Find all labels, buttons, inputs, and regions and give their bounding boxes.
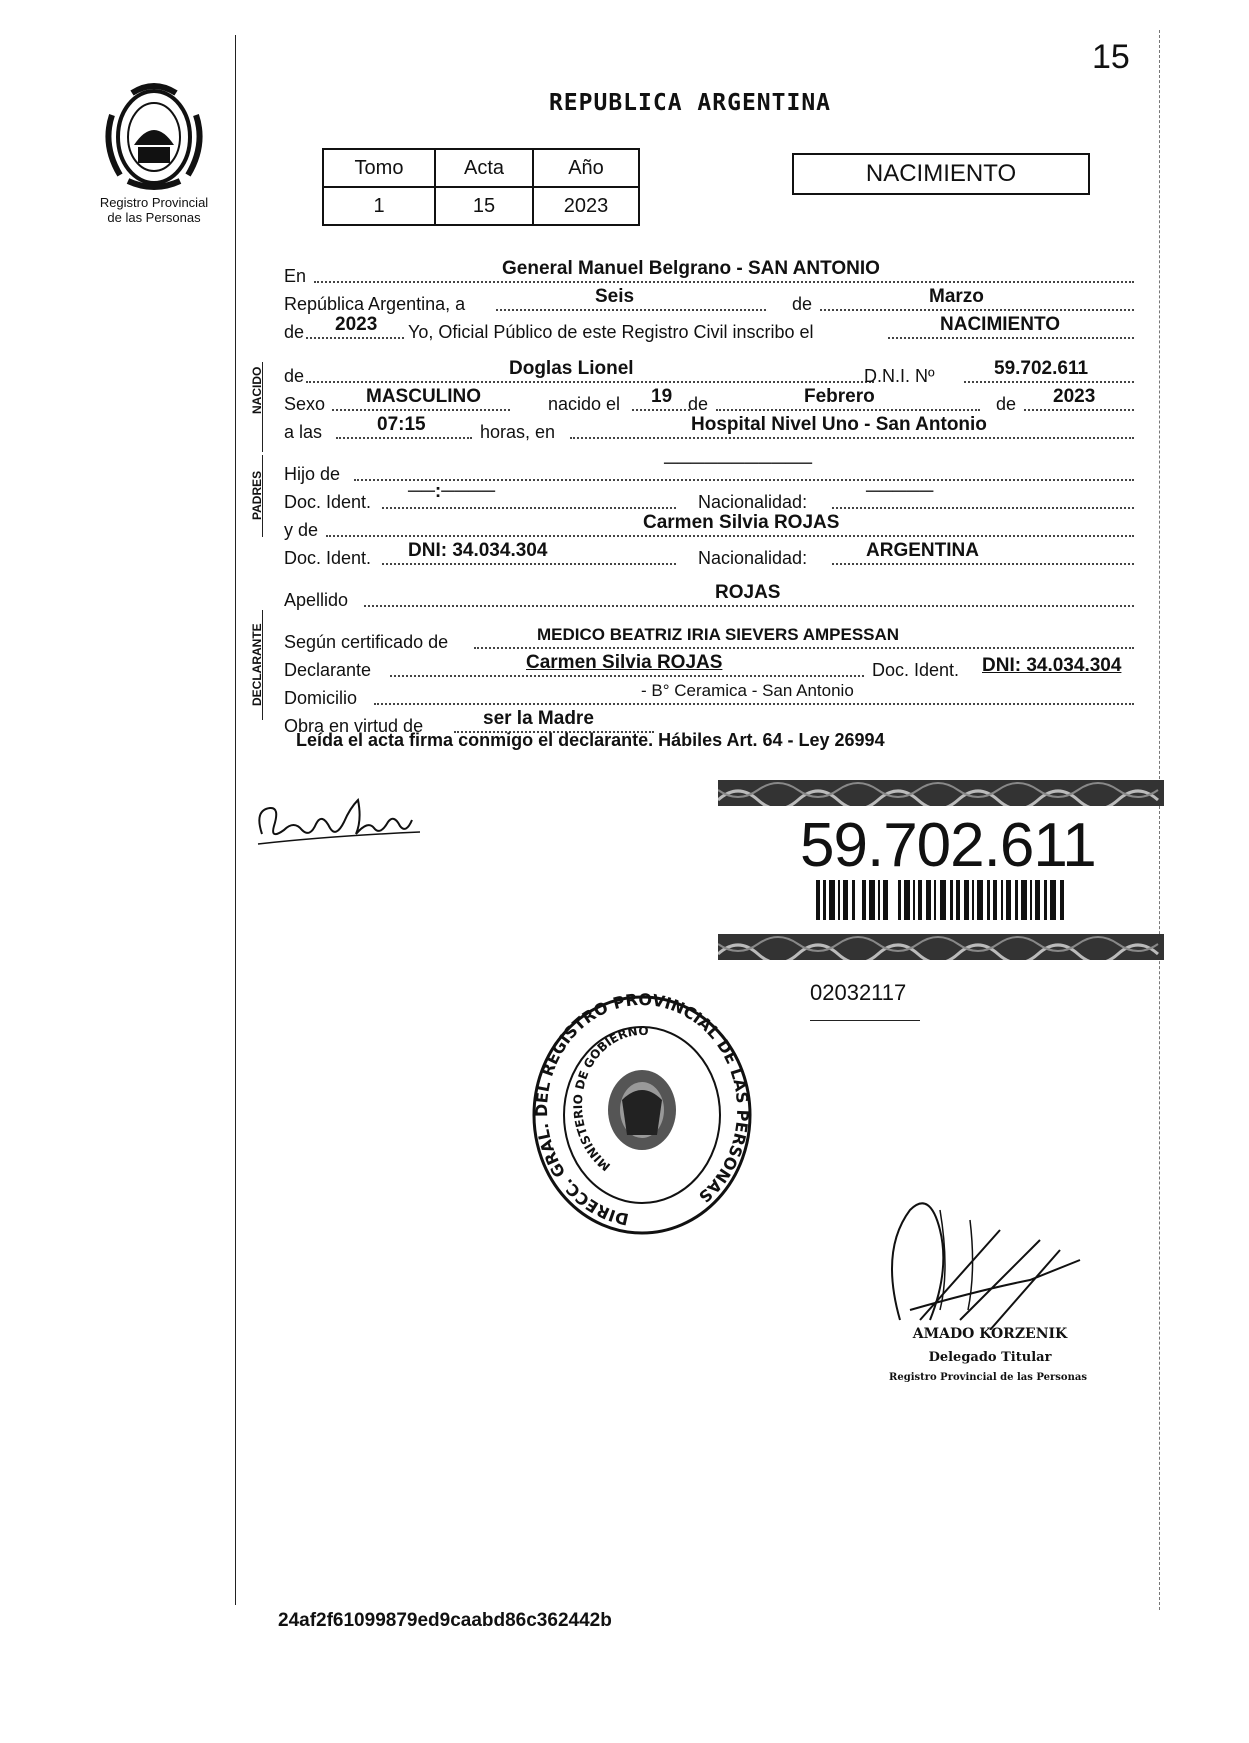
- year-value: 2023: [335, 314, 378, 335]
- document-title: REPUBLICA ARGENTINA: [548, 90, 832, 116]
- provincial-coat-of-arms-logo: [94, 75, 214, 195]
- a-las-label: a las: [284, 422, 323, 442]
- sexo-label: Sexo: [284, 394, 326, 414]
- sticker-top-band: [718, 780, 1164, 806]
- closing-statement: Leída el acta firma conmigo el declarante. Hábiles Art. 64 - Ley 26994: [296, 730, 885, 750]
- sticker-code-underline: [810, 1020, 920, 1021]
- nacido-label: nacido el: [548, 394, 621, 414]
- tomo-header: Tomo: [323, 149, 435, 187]
- birth-time-value: 07:15: [377, 414, 426, 435]
- reference-table: [322, 148, 640, 226]
- row-year: [284, 314, 1134, 342]
- acta-header: Acta: [435, 149, 533, 187]
- father-nat-label: Nacionalidad:: [698, 492, 808, 512]
- year-prefix-label: de: [284, 322, 305, 342]
- barcode: [816, 880, 1066, 920]
- day-value: Seis: [595, 286, 635, 307]
- section-padres-label: PADRES: [250, 470, 264, 520]
- certificado-label: Según certificado de: [284, 632, 449, 652]
- agency-caption: [74, 195, 234, 225]
- row-republica: [284, 286, 1134, 314]
- obra-value: ser la Madre: [483, 708, 594, 729]
- section-nacido-label: NACIDO: [250, 366, 264, 414]
- sexo-value: MASCULINO: [366, 386, 482, 407]
- row-sexo: [284, 386, 1134, 414]
- row-certificado: [284, 624, 1134, 652]
- horas-label: horas, en: [480, 422, 556, 442]
- mother-nat-label: Nacionalidad:: [698, 548, 808, 568]
- row-mother-doc: [284, 540, 1134, 568]
- father-doc-label: Doc. Ident.: [284, 492, 372, 512]
- inscribo-value: NACIMIENTO: [940, 314, 1060, 335]
- row-apellido: [284, 582, 1134, 610]
- declarante-doc-value: DNI: 34.034.304: [982, 655, 1122, 676]
- declarant-signature: [250, 790, 430, 850]
- child-value: Doglas Lionel: [509, 358, 634, 379]
- mother-value: Carmen Silvia ROJAS: [643, 512, 840, 533]
- seal-inner-text: MINISTERIO DE GOBIERNO: [570, 1023, 649, 1174]
- birth-de1-label: de: [688, 394, 709, 414]
- birth-de2-label: de: [996, 394, 1017, 414]
- domicilio-value: - B° Ceramica - San Antonio: [641, 681, 854, 700]
- anio-header: Año: [533, 149, 639, 187]
- child-label: de: [284, 366, 305, 386]
- dni-value: 59.702.611: [994, 358, 1089, 379]
- father-doc-redacted: ──:────: [408, 481, 496, 502]
- apellido-label: Apellido: [284, 590, 349, 610]
- acta-value: 15: [435, 187, 533, 225]
- tomo-value: 1: [323, 187, 435, 225]
- en-value: General Manuel Belgrano - SAN ANTONIO: [502, 258, 880, 279]
- official-office: Registro Provincial de las Personas: [889, 1372, 1087, 1383]
- obra-label: Obra en virtud de: [284, 716, 424, 736]
- hijo-de-label: Hijo de: [284, 464, 341, 484]
- declarante-label: Declarante: [284, 660, 372, 680]
- left-margin-line: [235, 35, 236, 1605]
- dni-label: D.N.I. Nº: [864, 366, 935, 386]
- official-seal: [527, 990, 757, 1240]
- birth-month-value: Febrero: [804, 386, 875, 407]
- y-de-label: y de: [284, 520, 319, 540]
- row-child: [284, 358, 1134, 386]
- seal-outer-text: DIRECC. GRAL. DEL REGISTRO PROVINCIAL DE LAS PERSONAS: [532, 990, 753, 1229]
- row-hijo-de: [284, 453, 1134, 484]
- anio-value: 2023: [533, 187, 639, 225]
- agency-caption-line1: Registro Provincial: [99, 195, 209, 210]
- document-hash: 24af2f61099879ed9caabd86c362442b: [278, 1610, 612, 1631]
- record-type-box: NACIMIENTO: [792, 153, 1090, 195]
- official-name: AMADO KORZENIK: [912, 1326, 1068, 1342]
- domicilio-label: Domicilio: [284, 688, 358, 708]
- row-mother: [284, 512, 1134, 540]
- declarante-value: Carmen Silvia ROJAS: [526, 652, 723, 673]
- en-label: En: [284, 266, 307, 286]
- birth-year-value: 2023: [1053, 386, 1096, 407]
- sticker-code: 02032117: [810, 980, 907, 1005]
- row-father-doc: [284, 481, 1134, 512]
- mother-nat-value: ARGENTINA: [866, 540, 979, 561]
- mother-doc-label: Doc. Ident.: [284, 548, 372, 568]
- sticker-bottom-band: [718, 934, 1164, 960]
- apellido-value: ROJAS: [715, 582, 781, 603]
- certificado-value: MEDICO BEATRIZ IRIA SIEVERS AMPESSAN: [537, 625, 900, 644]
- month-value: Marzo: [929, 286, 984, 307]
- mother-doc-value: DNI: 34.034.304: [408, 540, 548, 561]
- birth-day-value: 19: [651, 386, 673, 407]
- father-nat-redacted: ─────: [866, 481, 934, 502]
- inscribo-label: Yo, Oficial Público de este Registro Civil inscribo el: [408, 322, 814, 342]
- birth-place-value: Hospital Nivel Uno - San Antonio: [691, 414, 987, 435]
- official-signature: [880, 1190, 1100, 1330]
- republica-label: República Argentina, a: [284, 294, 466, 314]
- row-domicilio: [284, 680, 1134, 708]
- row-declarante: [284, 652, 1134, 680]
- row-en: [284, 258, 1134, 286]
- dni-sticker: [718, 780, 1164, 960]
- agency-caption-line2: de las Personas: [107, 210, 201, 225]
- page-number: 15: [1092, 38, 1130, 76]
- section-declarante-label: DECLARANTE: [250, 623, 264, 706]
- official-title: Delegado Titular: [928, 1350, 1052, 1365]
- de-label: de: [792, 294, 813, 314]
- row-time-place: [284, 414, 1134, 442]
- father-name-redacted: ───────────: [664, 453, 813, 474]
- sticker-dni-number: 59.702.611: [800, 811, 1096, 880]
- declarante-doc-label: Doc. Ident.: [872, 660, 960, 680]
